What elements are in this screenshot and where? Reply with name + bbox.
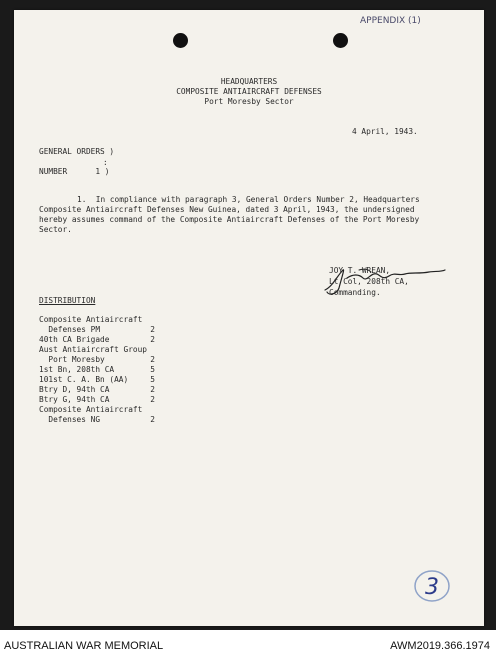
- distribution-heading: DISTRIBUTION: [39, 296, 96, 305]
- general-orders-label: GENERAL ORDERS ): [39, 147, 115, 156]
- distribution-label: Defenses NG: [39, 415, 101, 424]
- document-page: [14, 10, 484, 626]
- order-date: 4 April, 1943.: [352, 127, 418, 136]
- distribution-count: 2: [150, 335, 155, 344]
- page-number: 3: [425, 575, 439, 600]
- distribution-list: [39, 316, 155, 426]
- distribution-label: Aust Antiaircraft Group: [39, 345, 147, 354]
- page-number-circle: [412, 568, 452, 604]
- footer-bar: [0, 630, 496, 653]
- distribution-label: Port Moresby: [39, 355, 105, 364]
- punch-hole-right: [333, 33, 348, 48]
- distribution-label: Defenses PM: [39, 325, 101, 334]
- distribution-count: 5: [150, 375, 155, 384]
- distribution-count: 2: [150, 395, 155, 404]
- appendix-annotation: APPENDIX (1): [360, 16, 421, 26]
- orders-semicolon: :: [103, 158, 108, 167]
- paragraph-line-3: hereby assumes command of the Composite Antiaircraft Defenses of the Port Moresby: [39, 215, 420, 224]
- distribution-count: 2: [150, 415, 155, 424]
- distribution-count: 2: [150, 325, 155, 334]
- distribution-label: 101st C. A. Bn (AA): [39, 375, 129, 384]
- signature-name: JOY T. WREAN,: [329, 266, 391, 275]
- distribution-label: Composite Antiaircraft: [39, 315, 143, 324]
- distribution-label: 1st Bn, 208th CA: [39, 365, 115, 374]
- signature-rank: Lt Col, 208th CA,: [329, 277, 409, 286]
- header-line-2: COMPOSITE ANTIAIRCRAFT DEFENSES: [176, 87, 322, 96]
- signature-role: Commanding.: [329, 288, 381, 297]
- paragraph-line-2: Composite Antiaircraft Defenses New Guinea, dated 3 April, 1943, the undersigned: [39, 205, 415, 214]
- distribution-label: Btry D, 94th CA: [39, 385, 110, 394]
- distribution-label: Composite Antiaircraft: [39, 405, 143, 414]
- distribution-count: 5: [150, 365, 155, 374]
- distribution-count: 2: [150, 355, 155, 364]
- header-line-1: HEADQUARTERS: [220, 77, 278, 86]
- footer-source: AUSTRALIAN WAR MEMORIAL: [4, 640, 164, 652]
- order-number: NUMBER 1 ): [39, 167, 110, 176]
- header-line-3: Port Moresby Sector: [204, 97, 294, 106]
- distribution-label: 40th CA Brigade: [39, 335, 110, 344]
- distribution-count: 2: [150, 385, 155, 394]
- punch-hole-left: [173, 33, 188, 48]
- distribution-label: Btry G, 94th CA: [39, 395, 110, 404]
- footer-accession: AWM2019.366.1974: [390, 640, 490, 652]
- paragraph-line-4: Sector.: [39, 225, 72, 234]
- paragraph-line-1: 1. In compliance with paragraph 3, General Orders Number 2, Headquarters: [77, 195, 420, 204]
- distribution-row: [39, 416, 155, 426]
